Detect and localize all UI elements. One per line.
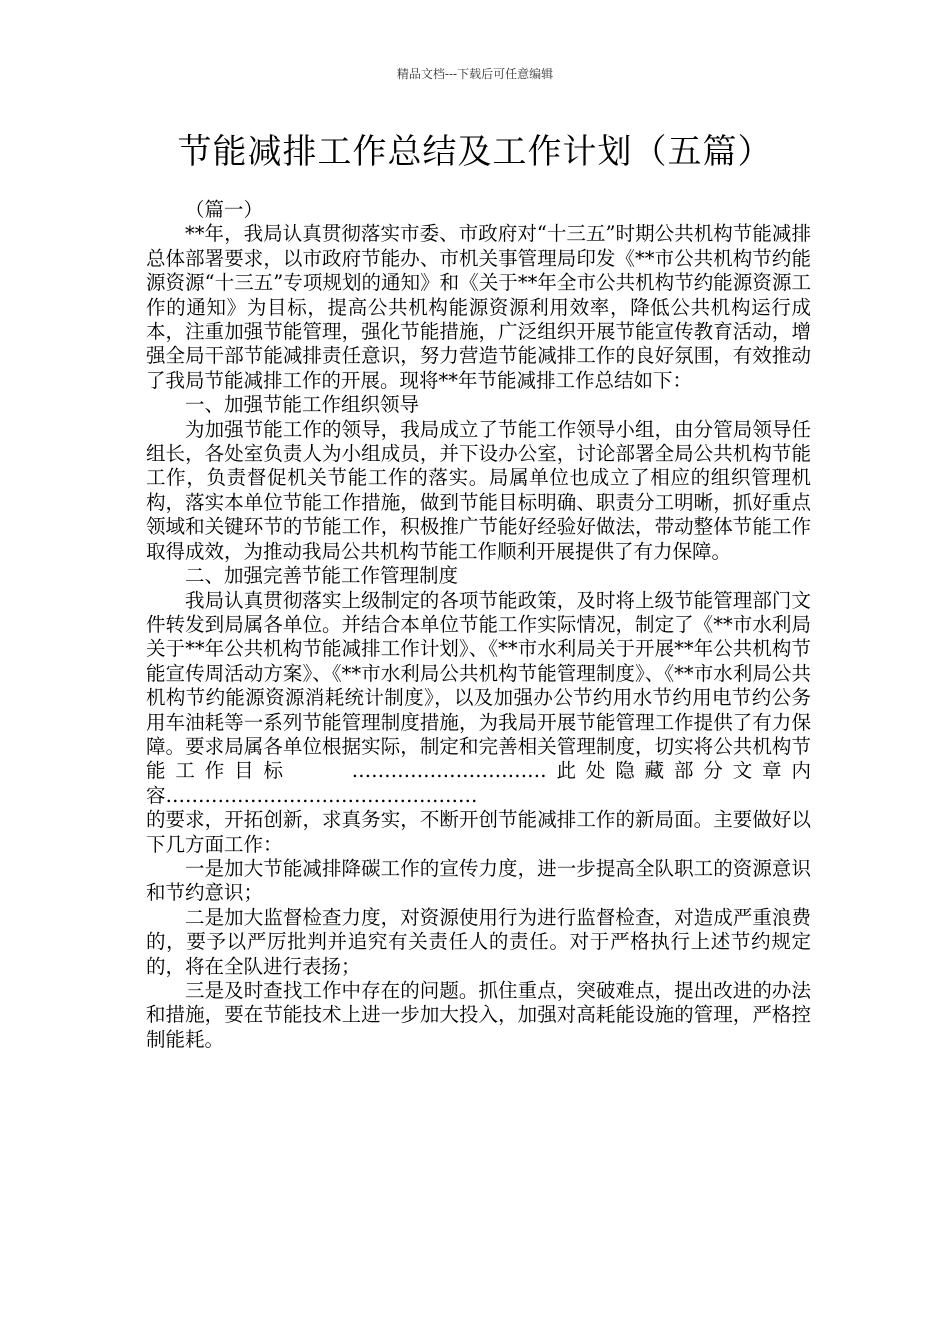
section-heading-1: 一、加强节能工作组织领导 [185, 393, 420, 417]
work-item-2: 二是加大监督检查力度，对资源使用行为进行监督检查，对造成严重浪费的，要予以严厉批判并追究有关责任人的责任。对于严格执行上述节约规定的，将在全队进行表扬； [146, 905, 811, 978]
section-1-paragraph: 为加强节能工作的领导，我局成立了节能工作领导小组，由分管局领导任组长，各处室负责人为小组成员，并下设办公室，讨论部署全局公共机构节能工作，负责督促机关节能工作的落实。局属单位也成立了相应的组织管理机构，落实本单位节能工作措施，做到节能目标明确、职责分工明晰，抓好重点领域和关键环节的节能工作，积极推广节能好经验好做法，带动整体节能工作取得成效，为推动我局公共机构节能工作顺利开展提供了有力保障。 [146, 417, 811, 563]
intro-paragraph: **年，我局认真贯彻落实市委、市政府对“十三五”时期公共机构节能减排总体部署要求，以市政府节能办、市机关事管理局印发《**市公共机构节约能源资源“十三五”专项规划的通知》和《关于**年全市公共机构节约能源资源工作的通知》为目标，提高公共机构能源资源利用效率，降低公共机构运行成本，注重加强节能管理，强化节能措施，广泛组织开展节能宣传教育活动，增强全局干部节能减排责任意识，努力营造节能减排工作的良好氛围，有效推动了我局节能减排工作的开展。现将**年节能减排工作总结如下： [146, 222, 811, 392]
section-2-paragraph: 我局认真贯彻落实上级制定的各项节能政策，及时将上级节能管理部门文件转发到局属各单位。并结合本单位节能工作实际情况，制定了《**市水利局关于**年公共机构节能减排工作计划》、《**市水利局关于开展**年公共机构节能宣传周活动方案》、《**市水利局公共机构节能管理制度》、《**市水利局公共机构节约能源资源消耗统计制度》，以及加强办公节约用水节约用电节约公务用车油耗等一系列节能管理制度措施，为我局开展节能管理工作提供了有力保障。要求局属各单位根据实际，制定和完善相关管理制度，切实将公共机构节能工作目标 …………………………此处隐藏部分文章内容………………………………………… [146, 588, 811, 807]
work-item-3: 三是及时查找工作中存在的问题。抓住重点，突破难点，提出改进的办法和措施，要在节能技术上进一步加大投入，加强对高耗能设施的管理，严格控制能耗。 [146, 979, 811, 1051]
work-item-1: 一是加大节能减排降碳工作的宣传力度，进一步提高全队职工的资源意识和节约意识； [146, 856, 811, 905]
document-title: 节能减排工作总结及工作计划（五篇） [177, 132, 773, 172]
page-header-note: 精品文档---下载后可任意编辑 [396, 67, 554, 81]
document-body [146, 198, 811, 1052]
part-label: （篇一） [185, 198, 264, 221]
continuation-paragraph: 的要求，开拓创新，求真务实，不断开创节能减排工作的新局面。主要做好以下几方面工作： [146, 808, 811, 856]
section-heading-2: 二、加强完善节能工作管理制度 [185, 564, 459, 588]
